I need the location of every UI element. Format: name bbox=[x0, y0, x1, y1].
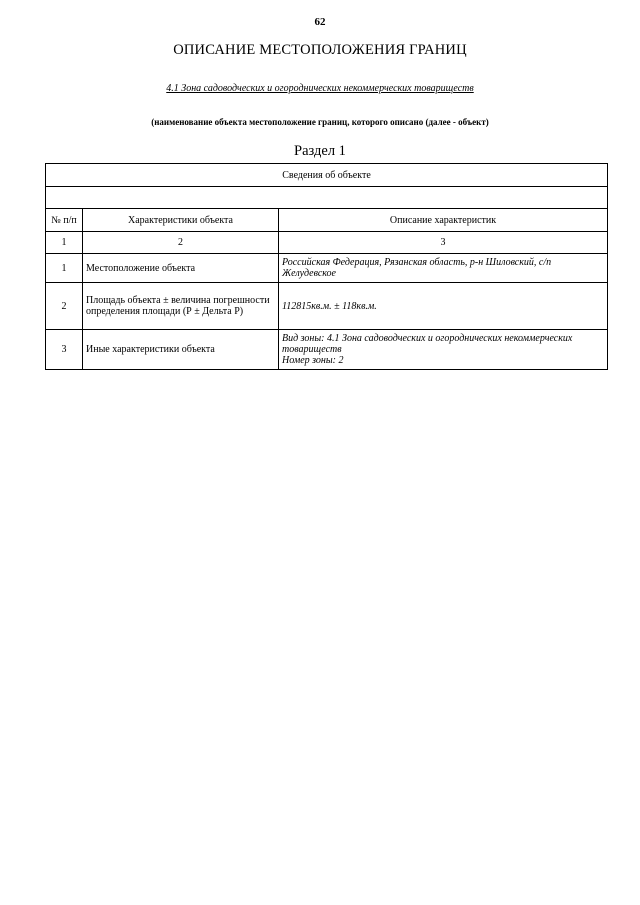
table-row bbox=[46, 283, 608, 330]
document-title: ОПИСАНИЕ МЕСТОПОЛОЖЕНИЯ ГРАНИЦ bbox=[173, 42, 467, 58]
object-name bbox=[0, 83, 640, 94]
row-name: Иные характеристики объекта bbox=[83, 330, 279, 370]
row-num: 1 bbox=[46, 254, 83, 283]
row-value-line: Вид зоны: 4.1 Зона садоводческих и огороднических некоммерческих товариществ bbox=[282, 333, 573, 355]
row-value-line: Номер зоны: 2 bbox=[282, 355, 344, 366]
table-numbering-row bbox=[46, 232, 608, 254]
object-name-text: 4.1 Зона садоводческих и огороднических некоммерческих товариществ bbox=[166, 83, 474, 94]
table-row bbox=[46, 254, 608, 283]
row-value bbox=[279, 254, 608, 283]
numbering-cell: 1 bbox=[46, 232, 83, 254]
section-title: Раздел 1 bbox=[294, 143, 346, 159]
numbering-cell: 3 bbox=[279, 232, 608, 254]
numbering-cell: 2 bbox=[83, 232, 279, 254]
row-name: Площадь объекта ± величина погрешности определения площади (Р ± Дельта Р) bbox=[83, 283, 279, 330]
table-caption-row bbox=[46, 164, 608, 187]
row-name: Местоположение объекта bbox=[83, 254, 279, 283]
table-row bbox=[46, 330, 608, 370]
table-caption: Сведения об объекте bbox=[46, 164, 608, 187]
page-number: 62 bbox=[314, 16, 326, 28]
row-value bbox=[279, 283, 608, 330]
header-characteristic: Характеристики объекта bbox=[83, 209, 279, 232]
row-num: 2 bbox=[46, 283, 83, 330]
table-header-row bbox=[46, 209, 608, 232]
object-info-table bbox=[45, 163, 608, 370]
table-spacer-row bbox=[46, 187, 608, 209]
row-num: 3 bbox=[46, 330, 83, 370]
row-value bbox=[279, 330, 608, 370]
table-spacer-cell bbox=[46, 187, 608, 209]
header-num: № п/п bbox=[46, 209, 83, 232]
header-description: Описание характеристик bbox=[279, 209, 608, 232]
row-value-line: 112815кв.м. ± 118кв.м. bbox=[282, 300, 377, 312]
row-value-line: Российская Федерация, Рязанская область, р-н Шиловский, с/п Желудевское bbox=[282, 257, 552, 279]
object-caption: (наименование объекта местоположение границ, которого описано (далее - объект) bbox=[151, 117, 489, 127]
